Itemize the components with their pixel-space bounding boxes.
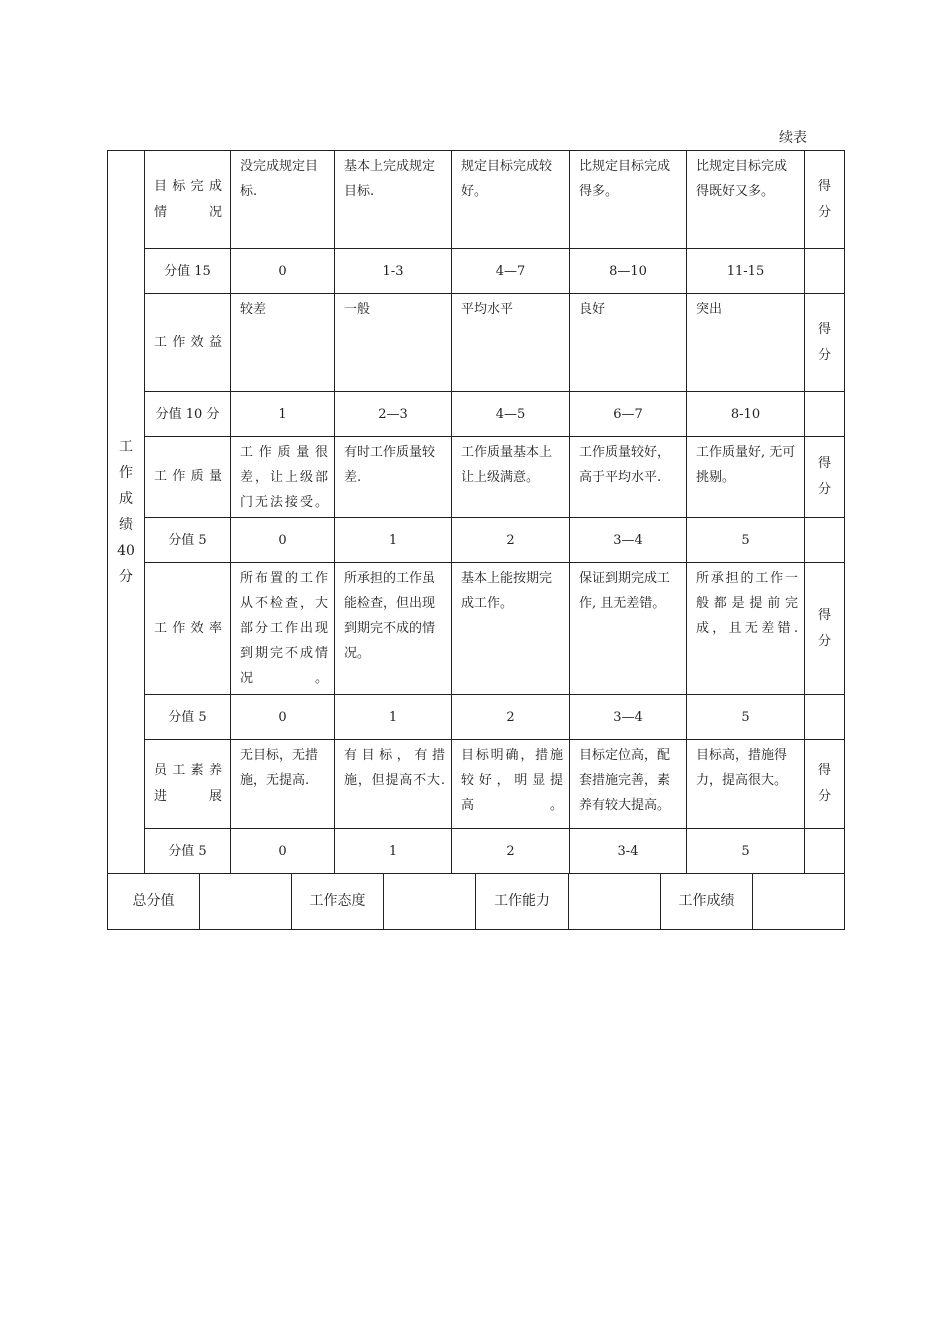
- criteria-description-text: 比规定目标完成得既好又多。: [696, 159, 788, 199]
- points-value: 8—10: [570, 249, 687, 294]
- work-attitude-value[interactable]: [384, 874, 476, 930]
- criteria-description-text: 目标定位高，配套措施完善，素养有较大提高。: [579, 748, 671, 813]
- points-label: 分值 15: [145, 249, 231, 294]
- points-value: 3-4: [570, 829, 687, 874]
- criteria-description: [687, 437, 805, 518]
- score-cell-label: 分: [817, 482, 831, 497]
- criteria-description: [231, 151, 335, 249]
- points-label: 分值 5: [145, 829, 231, 874]
- evaluation-table: [107, 150, 845, 874]
- section-label-char: 作: [119, 465, 133, 481]
- points-value: 8-10: [687, 392, 805, 437]
- work-ability-label: 工作能力: [476, 874, 569, 930]
- points-value: 2: [452, 518, 570, 563]
- criteria-description-text: 所承担的工作一般都是提前完成，且无差错.: [696, 571, 798, 636]
- criteria-description: [231, 563, 335, 695]
- section-label-char: 分: [119, 569, 133, 585]
- criteria-description: [335, 740, 452, 829]
- score-cell[interactable]: [805, 437, 845, 518]
- score-cell[interactable]: [805, 740, 845, 829]
- points-value: 3—4: [570, 695, 687, 740]
- score-cell-label: 分: [817, 347, 831, 363]
- continuation-label: 续表: [779, 130, 807, 146]
- section-label-char: 成: [119, 491, 133, 507]
- points-value: 1: [335, 829, 452, 874]
- totals-row: [108, 874, 845, 930]
- points-value: 0: [231, 695, 335, 740]
- criteria-row: [108, 294, 845, 392]
- points-input[interactable]: [805, 518, 845, 563]
- criteria-description-text: 工作质量好, 无可挑剔。: [696, 445, 796, 485]
- points-value: 5: [687, 829, 805, 874]
- total-score-value[interactable]: [200, 874, 292, 930]
- work-performance-label: 工作成绩: [661, 874, 753, 930]
- criteria-description-text: 有目标，有措施，但提高不大.: [344, 748, 445, 788]
- criteria-description-text: 平均水平: [461, 302, 514, 317]
- section-label-char: 工: [119, 439, 133, 455]
- criteria-description-text: 基本上完成规定目标.: [344, 159, 436, 199]
- points-value: 4—7: [452, 249, 570, 294]
- criteria-row: [108, 740, 845, 829]
- category-label: [145, 294, 231, 392]
- criteria-description-text: 目标高，措施得力，提高很大。: [696, 748, 788, 788]
- category-label-line: 工作质量: [154, 469, 222, 484]
- category-label: [145, 563, 231, 695]
- points-label: 分值 10 分: [145, 392, 231, 437]
- work-performance-value[interactable]: [753, 874, 845, 930]
- points-value: 11-15: [687, 249, 805, 294]
- criteria-description-text: 基本上能按期完成工作。: [461, 571, 553, 611]
- criteria-description: [687, 740, 805, 829]
- category-label-line: 进 展: [154, 789, 222, 804]
- totals-table: [107, 873, 845, 930]
- criteria-description: [570, 563, 687, 695]
- score-cell-label: 得: [817, 456, 831, 471]
- criteria-description: [687, 151, 805, 249]
- points-value: 5: [687, 518, 805, 563]
- criteria-description-text: 比规定目标完成得多。: [579, 159, 671, 199]
- score-cell[interactable]: [805, 294, 845, 392]
- points-value: 2—3: [335, 392, 452, 437]
- category-label: [145, 437, 231, 518]
- points-input[interactable]: [805, 249, 845, 294]
- points-value: 0: [231, 518, 335, 563]
- criteria-description-text: 突出: [696, 302, 723, 317]
- criteria-row: [108, 151, 845, 249]
- criteria-description-text: 工作质量较好，高于平均水平.: [579, 445, 671, 485]
- score-cell-label: 分: [817, 633, 831, 649]
- criteria-description-text: 有时工作质量较差.: [344, 445, 436, 485]
- criteria-description-text: 无目标，无措施，无提高.: [240, 748, 319, 788]
- category-label: [145, 151, 231, 249]
- criteria-row: [108, 563, 845, 695]
- score-cell-label: 得: [817, 607, 831, 623]
- work-ability-value[interactable]: [569, 874, 661, 930]
- criteria-description-text: 目标明确，措施较好，明显提高。: [461, 748, 563, 813]
- total-score-label: 总分值: [108, 874, 200, 930]
- criteria-description-text: 工作质量很差，让上级部门无法接受。: [240, 445, 328, 510]
- points-row: [108, 518, 845, 563]
- points-value: 0: [231, 829, 335, 874]
- category-label-line: 情 况: [154, 204, 222, 220]
- criteria-description: [570, 151, 687, 249]
- section-label-char: 40: [117, 543, 135, 559]
- criteria-description-text: 一般: [344, 302, 371, 317]
- score-cell-label: 得: [817, 763, 831, 778]
- section-label: [108, 151, 145, 874]
- points-value: 4—5: [452, 392, 570, 437]
- points-value: 5: [687, 695, 805, 740]
- criteria-description-text: 工作质量基本上让上级满意。: [461, 445, 553, 485]
- criteria-description: [570, 437, 687, 518]
- points-value: 1: [335, 518, 452, 563]
- points-row: [108, 392, 845, 437]
- score-cell-label: 分: [817, 204, 831, 220]
- criteria-description: [452, 151, 570, 249]
- points-input[interactable]: [805, 392, 845, 437]
- points-value: 3—4: [570, 518, 687, 563]
- score-cell-label: 得: [817, 178, 831, 194]
- score-cell-label: 得: [817, 321, 831, 337]
- points-value: 6—7: [570, 392, 687, 437]
- points-row: [108, 695, 845, 740]
- criteria-description: [452, 740, 570, 829]
- points-value: 0: [231, 249, 335, 294]
- category-label-line: 目标完成: [154, 178, 222, 194]
- score-cell-label: 分: [817, 789, 831, 804]
- points-value: 2: [452, 829, 570, 874]
- criteria-description: [231, 740, 335, 829]
- criteria-description: [452, 437, 570, 518]
- criteria-description: [570, 294, 687, 392]
- category-label-line: 工作效率: [154, 620, 222, 636]
- criteria-description: [335, 151, 452, 249]
- work-attitude-label: 工作态度: [292, 874, 384, 930]
- criteria-description: [335, 437, 452, 518]
- points-label: 分值 5: [145, 695, 231, 740]
- criteria-description-text: 规定目标完成较好。: [461, 159, 553, 199]
- points-input[interactable]: [805, 695, 845, 740]
- criteria-description-text: 良好: [579, 302, 606, 317]
- criteria-description-text: 所布置的工作从不检查，大部分工作出现到期完不成情况。: [240, 571, 328, 686]
- criteria-description: [231, 294, 335, 392]
- criteria-description: [452, 563, 570, 695]
- points-row: [108, 249, 845, 294]
- criteria-description-text: 所承担的工作虽能检查，但出现到期完不成的情况。: [344, 571, 436, 661]
- score-cell[interactable]: [805, 563, 845, 695]
- criteria-description: [687, 563, 805, 695]
- points-row: [108, 829, 845, 874]
- criteria-description-text: 没完成规定目标.: [240, 159, 319, 199]
- criteria-description-text: 保证到期完成工作, 且无差错。: [579, 571, 671, 611]
- criteria-description: [335, 563, 452, 695]
- points-input[interactable]: [805, 829, 845, 874]
- criteria-description: [452, 294, 570, 392]
- points-value: 1: [231, 392, 335, 437]
- criteria-row: [108, 437, 845, 518]
- category-label-line: 员工素养: [154, 763, 222, 778]
- criteria-description: [687, 294, 805, 392]
- points-value: 2: [452, 695, 570, 740]
- criteria-description-text: 较差: [240, 302, 267, 317]
- points-value: 1-3: [335, 249, 452, 294]
- score-cell[interactable]: [805, 151, 845, 249]
- category-label-line: 工作效益: [154, 334, 222, 350]
- criteria-description: [335, 294, 452, 392]
- criteria-description: [570, 740, 687, 829]
- points-value: 1: [335, 695, 452, 740]
- section-label-char: 绩: [119, 517, 133, 533]
- points-label: 分值 5: [145, 518, 231, 563]
- category-label: [145, 740, 231, 829]
- criteria-description: [231, 437, 335, 518]
